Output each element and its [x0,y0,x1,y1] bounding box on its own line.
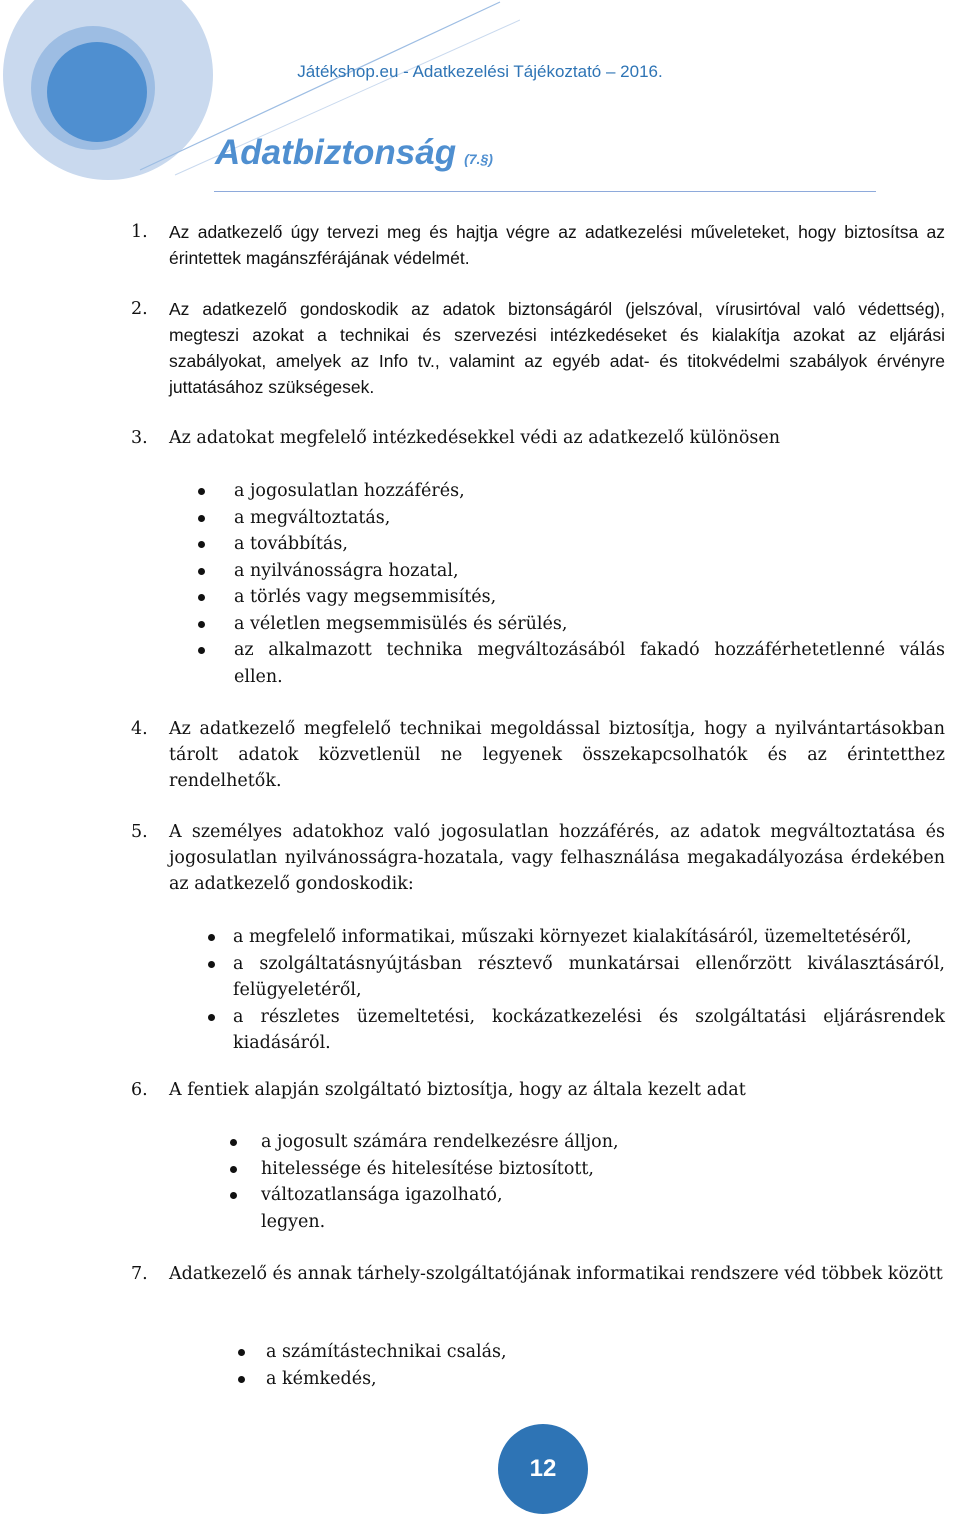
section-title-sub: (7.§) [464,151,493,167]
list-item-4 [131,716,945,794]
list-item-6 [131,1077,945,1103]
list-item: változatlansága igazolható, [261,1182,861,1209]
protection-list [234,478,945,690]
item-text: Adatkezelő és annak tárhely-szolgáltatójának informatikai rendszere véd többek között [169,1264,943,1284]
list-item-3 [131,425,945,451]
bullet-icon [230,1166,237,1173]
bullet-icon [198,621,205,628]
list-item: hitelessége és hitelesítése biztosított, [261,1156,861,1183]
item-number: 5. [131,822,148,842]
bullet-icon [238,1376,245,1383]
list-item-2 [131,296,945,400]
threats-list [266,1339,866,1392]
item-text: Az adatokat megfelelő intézkedésekkel védi az adatkezelő különösen [169,428,780,448]
list-item: a kémkedés, [266,1366,866,1393]
bullet-icon [198,541,205,548]
list-item: a véletlen megsemmisülés és sérülés, [234,611,945,638]
bullet-icon [198,515,205,522]
item-text: A személyes adatokhoz való jogosulatlan hozzáférés, az adatok megváltoztatása és jogosulatlan nyilvánosságra-hozatala, vagy felhasználása megakadályozása érdekében az adatkezelő gondoskodik: [169,822,945,894]
list-item: a szolgáltatásnyújtásban résztevő munkatársai ellenőrzött kiválasztásáról, felügyeletéről, [233,951,945,1004]
measures-list [233,924,945,1057]
item-number: 2. [131,299,148,319]
page-number: 12 [498,1424,588,1514]
list-item: az alkalmazott technika megváltozásából fakadó hozzáférhetetlenné válás ellen. [234,637,945,690]
bullet-icon [208,1014,215,1021]
bullet-icon [208,934,215,941]
list-item: a megfelelő informatikai, műszaki környezet kialakításáról, üzemeltetéséről, [233,924,945,951]
item-number: 1. [131,222,148,242]
list-item: a megváltoztatás, [234,505,945,532]
data-guarantee-list [261,1129,861,1235]
item-number: 7. [131,1264,148,1284]
section-title [215,133,493,173]
bullet-icon [198,568,205,575]
list-item: a nyilvánosságra hozatal, [234,558,945,585]
bullet-icon [208,961,215,968]
item-text: Az adatkezelő úgy tervezi meg és hajtja végre az adatkezelési műveleteket, hogy biztosítsa az érintettek magánszférájának védelmét. [169,222,945,268]
bullet-icon [238,1349,245,1356]
item-number: 3. [131,428,148,448]
title-underline [214,191,876,192]
section-title-text: Adatbiztonság [215,133,457,172]
list-item-7 [131,1261,959,1287]
list-item: a törlés vagy megsemmisítés, [234,584,945,611]
list-item: a jogosulatlan hozzáférés, [234,478,945,505]
item-text: Az adatkezelő gondoskodik az adatok biztonságáról (jelszóval, vírusirtóval való védettség), megteszi azokat a technikai és szervezési intézkedéseket és kialakítja azokat az eljárási szabályokat, amelyek az Info tv., valamint az egyéb adat- és titokvédelmi szabályok érvényre juttatásához szükségesek. [169,299,945,397]
page-header: Játékshop.eu - Adatkezelési Tájékoztató – 2016. [297,62,663,81]
bullet-icon [230,1192,237,1199]
bullet-icon [230,1139,237,1146]
item-text: A fentiek alapján szolgáltató biztosítja, hogy az általa kezelt adat [169,1080,746,1100]
bullet-icon [198,488,205,495]
item-number: 6. [131,1080,148,1100]
list-item: a jogosult számára rendelkezésre álljon, [261,1129,861,1156]
list-tail: legyen. [261,1211,326,1232]
bullet-icon [198,647,205,654]
list-item: a továbbítás, [234,531,945,558]
list-item-1 [131,219,945,271]
bullet-icon [198,594,205,601]
item-text: Az adatkezelő megfelelő technikai megoldással biztosítja, hogy a nyilvántartásokban tárolt adatok közvetlenül ne legyenek összekapcsolhatók és az érintetthez rendelhetők. [169,719,945,791]
list-item: a számítástechnikai csalás, [266,1339,866,1366]
list-item: a részletes üzemeltetési, kockázatkezelési és szolgáltatási eljárásrendek kiadásáról. [233,1004,945,1057]
item-number: 4. [131,719,148,739]
list-item-5 [131,819,945,897]
